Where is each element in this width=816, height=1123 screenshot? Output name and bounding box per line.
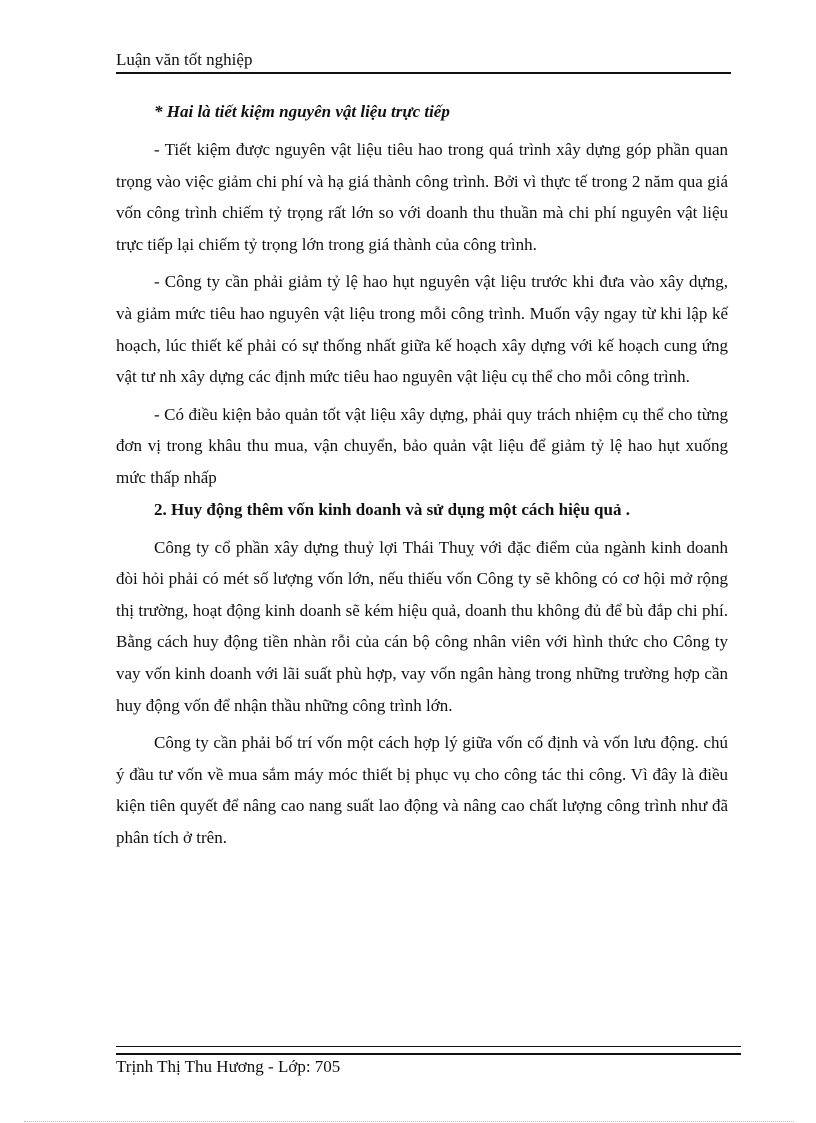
footer-divider xyxy=(116,1046,741,1055)
page-header xyxy=(116,48,731,74)
page-edge-divider xyxy=(24,1121,794,1122)
paragraph-4: Công ty cổ phần xây dựng thuỷ lợi Thái Thuỵ với đặc điểm của ngành kinh doanh đòi hỏi phải có mét số lượng vốn lớn, nếu thiếu vốn Công ty sẽ không có cơ hội mở rộng thị trường, hoạt động kinh doanh sẽ kém hiệu quả, doanh thu không đủ để bù đắp chi phí. Bằng cách huy động tiền nhàn rỗi của cán bộ công nhân viên với hình thức cho Công ty vay vốn kinh doanh với lãi suất phù hợp, vay vốn ngân hàng trong những trường hợp cần huy động vốn để nhận thầu những công trình lớn. xyxy=(116,537,728,715)
paragraph-3: - Có điều kiện bảo quản tốt vật liệu xây dựng, phải quy trách nhiệm cụ thể cho từng đơn vị trong khâu thu mua, vận chuyển, bảo quản vật liệu để giảm tỷ lệ hao hụt xuống mức thấp nhấp xyxy=(116,404,728,487)
footer-author: Trịnh Thị Thu Hương - Lớp: 705 xyxy=(116,1057,341,1076)
paragraph-5: Công ty cần phải bố trí vốn một cách hợp lý giữa vốn cố định và vốn lưu động. chú ý đầu tư vốn về mua sắm máy móc thiết bị phục vụ cho công tác thi công. Vì đây là điều kiện tiên quyết để nâng cao nang suất lao động và nâng cao chất lượng công trình như đã phân tích ở trên. xyxy=(116,733,728,847)
header-title: Luận văn tốt nghiệp xyxy=(116,50,253,69)
document-body xyxy=(116,96,728,853)
paragraph-2: - Công ty cần phải giảm tỷ lệ hao hụt nguyên vật liệu trước khi đưa vào xây dựng, và giảm mức tiêu hao nguyên vật liệu trong mỗi công trình. Muốn vậy ngay từ khi lập kế hoạch, lúc thiết kế phải có sự thống nhất giữa kế hoạch xây dựng với kế hoạch cung ứng vật tư nh xây dựng các định mức tiêu hao nguyên vật liệu cụ thể cho mỗi công trình. xyxy=(116,272,728,387)
paragraph-1: - Tiết kiệm được nguyên vật liệu tiêu hao trong quá trình xây dựng góp phần quan trọng vào việc giảm chi phí và hạ giá thành công trình. Bởi vì thực tế trong 2 năm qua giá vốn công trình chiếm tỷ trọng rất lớn so với doanh thu thuần mà chi phí nguyên vật liệu trực tiếp lại chiếm tỷ trọng lớn trong giá thành của công trình. xyxy=(116,140,728,254)
section2-heading: 2. Huy động thêm vốn kinh doanh và sử dụng một cách hiệu quả . xyxy=(154,499,630,519)
section-heading: * Hai là tiết kiệm nguyên vật liệu trực tiếp xyxy=(154,102,450,121)
